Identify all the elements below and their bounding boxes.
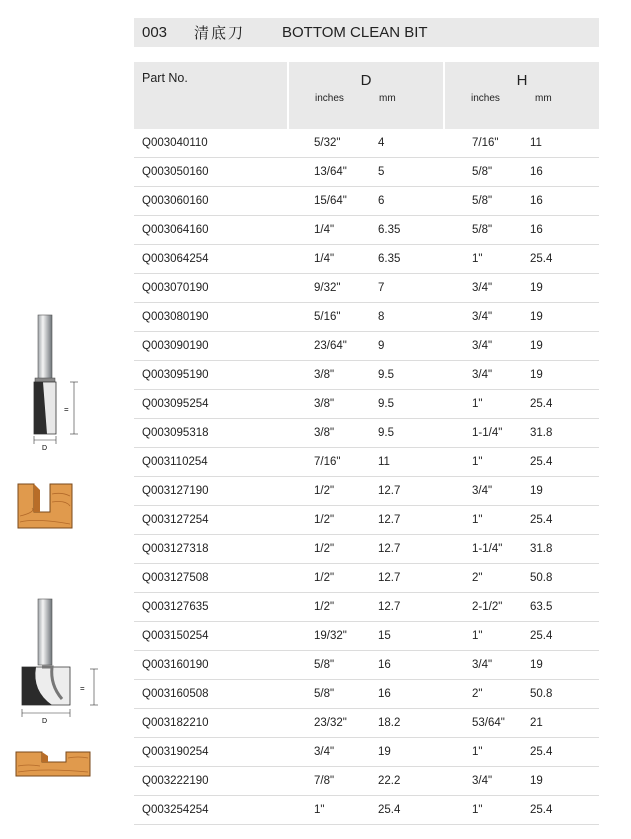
part-number-cell: Q003127254: [134, 506, 288, 535]
d-inches-cell: 3/8": [288, 390, 378, 419]
h-inches-cell: 3/4": [444, 303, 530, 332]
h-mm-header: mm: [535, 93, 552, 104]
d-mm-cell: 16: [378, 651, 444, 680]
d-inches-cell: 1/2": [288, 506, 378, 535]
h-mm-cell: 19: [530, 361, 599, 390]
table-row: [134, 796, 599, 825]
wood-sample-wide-slot: [14, 748, 92, 778]
h-inches-cell: 2": [444, 564, 530, 593]
h-inches-cell: 2-1/2": [444, 593, 530, 622]
d-inches-cell: 7/16": [288, 448, 378, 477]
d-mm-cell: 12.7: [378, 477, 444, 506]
d-inches-cell: 7/8": [288, 767, 378, 796]
table-row: [134, 651, 599, 680]
d-mm-cell: 6.35: [378, 216, 444, 245]
part-number-cell: Q003095254: [134, 390, 288, 419]
h-inches-cell: 1": [444, 448, 530, 477]
h-mm-cell: 25.4: [530, 622, 599, 651]
part-number-cell: Q003110254: [134, 448, 288, 477]
h-mm-cell: 16: [530, 187, 599, 216]
part-number-cell: Q003160508: [134, 680, 288, 709]
d-mm-cell: 12.7: [378, 535, 444, 564]
d-mm-cell: 12.7: [378, 593, 444, 622]
d-inches-cell: 3/8": [288, 361, 378, 390]
d-mm-cell: 9.5: [378, 361, 444, 390]
d-inches-cell: 5/32": [288, 129, 378, 158]
d-inches-cell: 5/8": [288, 651, 378, 680]
h-header: [444, 62, 599, 129]
h-mm-cell: 19: [530, 274, 599, 303]
d-inches-cell: 5/16": [288, 303, 378, 332]
part-number-cell: Q003080190: [134, 303, 288, 332]
table-row: [134, 245, 599, 274]
part-number-cell: Q003127190: [134, 477, 288, 506]
d-mm-cell: 15: [378, 622, 444, 651]
h-mm-cell: 25.4: [530, 245, 599, 274]
product-code: 003: [142, 24, 168, 41]
product-name-cn: 清底刀: [194, 25, 246, 42]
wood-sample-narrow-slot: [16, 482, 74, 530]
h-inches-cell: 5/8": [444, 158, 530, 187]
table-row: [134, 477, 599, 506]
table-row: [134, 274, 599, 303]
d-inches-cell: 15/64": [288, 187, 378, 216]
table-row: [134, 303, 599, 332]
part-number-cell: Q003190254: [134, 738, 288, 767]
h-inches-cell: 5/8": [444, 216, 530, 245]
d-mm-header: mm: [379, 93, 396, 104]
h-inches-cell: 3/4": [444, 477, 530, 506]
d-mm-cell: 22.2: [378, 767, 444, 796]
h-inches-cell: 3/4": [444, 332, 530, 361]
d-mm-cell: 6.35: [378, 245, 444, 274]
d-inches-cell: 1/2": [288, 535, 378, 564]
h-mm-cell: 25.4: [530, 390, 599, 419]
h-mm-cell: 19: [530, 332, 599, 361]
table-row: [134, 448, 599, 477]
bit-large-d-label: D: [42, 718, 48, 725]
h-inches-cell: 1": [444, 738, 530, 767]
h-mm-cell: 63.5: [530, 593, 599, 622]
table-row: [134, 390, 599, 419]
d-mm-cell: 16: [378, 680, 444, 709]
h-mm-cell: 31.8: [530, 419, 599, 448]
part-number-cell: Q003182210: [134, 709, 288, 738]
h-mm-cell: 19: [530, 303, 599, 332]
table-row: [134, 622, 599, 651]
bit-large-h-label: =: [80, 684, 85, 693]
table-row: [134, 216, 599, 245]
h-mm-cell: 11: [530, 129, 599, 158]
table-row: [134, 593, 599, 622]
part-number-cell: Q003095318: [134, 419, 288, 448]
d-mm-cell: 4: [378, 129, 444, 158]
h-inches-cell: 7/16": [444, 129, 530, 158]
part-number-cell: Q003127635: [134, 593, 288, 622]
table-row: [134, 187, 599, 216]
table-row: [134, 680, 599, 709]
h-inches-cell: 1": [444, 796, 530, 825]
d-inches-header: inches: [315, 93, 344, 104]
part-number-cell: Q003150254: [134, 622, 288, 651]
table-row: [134, 767, 599, 796]
h-inches-cell: 3/4": [444, 361, 530, 390]
d-mm-cell: 12.7: [378, 564, 444, 593]
h-mm-cell: 50.8: [530, 680, 599, 709]
d-inches-cell: 1": [288, 796, 378, 825]
h-mm-cell: 16: [530, 216, 599, 245]
h-inches-cell: 1": [444, 622, 530, 651]
d-mm-cell: 12.7: [378, 506, 444, 535]
d-mm-cell: 5: [378, 158, 444, 187]
table-row: [134, 361, 599, 390]
h-mm-cell: 19: [530, 477, 599, 506]
spec-table: [134, 62, 599, 825]
part-number-cell: Q003064254: [134, 245, 288, 274]
part-no-header: Part No.: [134, 62, 288, 129]
d-mm-cell: 11: [378, 448, 444, 477]
table-row: [134, 506, 599, 535]
h-mm-cell: 50.8: [530, 564, 599, 593]
d-header-label: D: [360, 72, 372, 89]
table-row: [134, 738, 599, 767]
d-inches-cell: 13/64": [288, 158, 378, 187]
table-row: [134, 332, 599, 361]
d-inches-cell: 5/8": [288, 680, 378, 709]
bit-large-illustration: [12, 595, 102, 730]
h-inches-cell: 53/64": [444, 709, 530, 738]
h-mm-cell: 31.8: [530, 535, 599, 564]
h-mm-cell: 19: [530, 651, 599, 680]
d-inches-cell: 1/4": [288, 216, 378, 245]
h-inches-cell: 1": [444, 245, 530, 274]
table-row: [134, 419, 599, 448]
h-inches-cell: 1-1/4": [444, 535, 530, 564]
d-mm-cell: 8: [378, 303, 444, 332]
bit-small-d-label: D: [42, 445, 48, 452]
h-inches-cell: 1": [444, 390, 530, 419]
d-inches-cell: 1/4": [288, 245, 378, 274]
title-bar: [134, 18, 599, 47]
part-number-cell: Q003060160: [134, 187, 288, 216]
d-mm-cell: 9.5: [378, 419, 444, 448]
h-mm-cell: 25.4: [530, 448, 599, 477]
part-number-cell: Q003127318: [134, 535, 288, 564]
part-number-cell: Q003254254: [134, 796, 288, 825]
h-inches-cell: 1": [444, 506, 530, 535]
table-row: [134, 535, 599, 564]
d-mm-cell: 9.5: [378, 390, 444, 419]
bit-small-illustration: [22, 310, 84, 460]
table-row: [134, 564, 599, 593]
part-number-cell: Q003070190: [134, 274, 288, 303]
h-mm-cell: 25.4: [530, 506, 599, 535]
h-mm-cell: 16: [530, 158, 599, 187]
table-header-row: [134, 62, 599, 129]
h-mm-cell: 19: [530, 767, 599, 796]
d-mm-cell: 19: [378, 738, 444, 767]
table-row: [134, 158, 599, 187]
d-mm-cell: 18.2: [378, 709, 444, 738]
part-number-cell: Q003222190: [134, 767, 288, 796]
part-number-cell: Q003050160: [134, 158, 288, 187]
bit-small-h-label: =: [64, 405, 69, 414]
table-row: [134, 709, 599, 738]
d-inches-cell: 1/2": [288, 593, 378, 622]
table-body: [134, 129, 599, 825]
h-header-label: H: [516, 72, 528, 89]
d-mm-cell: 6: [378, 187, 444, 216]
d-mm-cell: 9: [378, 332, 444, 361]
d-mm-cell: 7: [378, 274, 444, 303]
h-inches-cell: 2": [444, 680, 530, 709]
h-inches-cell: 3/4": [444, 767, 530, 796]
d-inches-cell: 9/32": [288, 274, 378, 303]
d-inches-cell: 23/32": [288, 709, 378, 738]
h-inches-cell: 3/4": [444, 651, 530, 680]
part-number-cell: Q003127508: [134, 564, 288, 593]
h-mm-cell: 21: [530, 709, 599, 738]
part-number-cell: Q003095190: [134, 361, 288, 390]
product-name-en: BOTTOM CLEAN BIT: [282, 24, 428, 41]
d-inches-cell: 3/8": [288, 419, 378, 448]
d-header: [288, 62, 444, 129]
h-mm-cell: 25.4: [530, 796, 599, 825]
d-inches-cell: 19/32": [288, 622, 378, 651]
h-inches-cell: 1-1/4": [444, 419, 530, 448]
d-inches-cell: 1/2": [288, 477, 378, 506]
d-inches-cell: 23/64": [288, 332, 378, 361]
d-mm-cell: 25.4: [378, 796, 444, 825]
h-inches-cell: 5/8": [444, 187, 530, 216]
h-mm-cell: 25.4: [530, 738, 599, 767]
part-number-cell: Q003064160: [134, 216, 288, 245]
part-number-cell: Q003090190: [134, 332, 288, 361]
h-inches-cell: 3/4": [444, 274, 530, 303]
h-inches-header: inches: [471, 93, 500, 104]
d-inches-cell: 1/2": [288, 564, 378, 593]
part-number-cell: Q003040110: [134, 129, 288, 158]
table-row: [134, 129, 599, 158]
part-number-cell: Q003160190: [134, 651, 288, 680]
d-inches-cell: 3/4": [288, 738, 378, 767]
